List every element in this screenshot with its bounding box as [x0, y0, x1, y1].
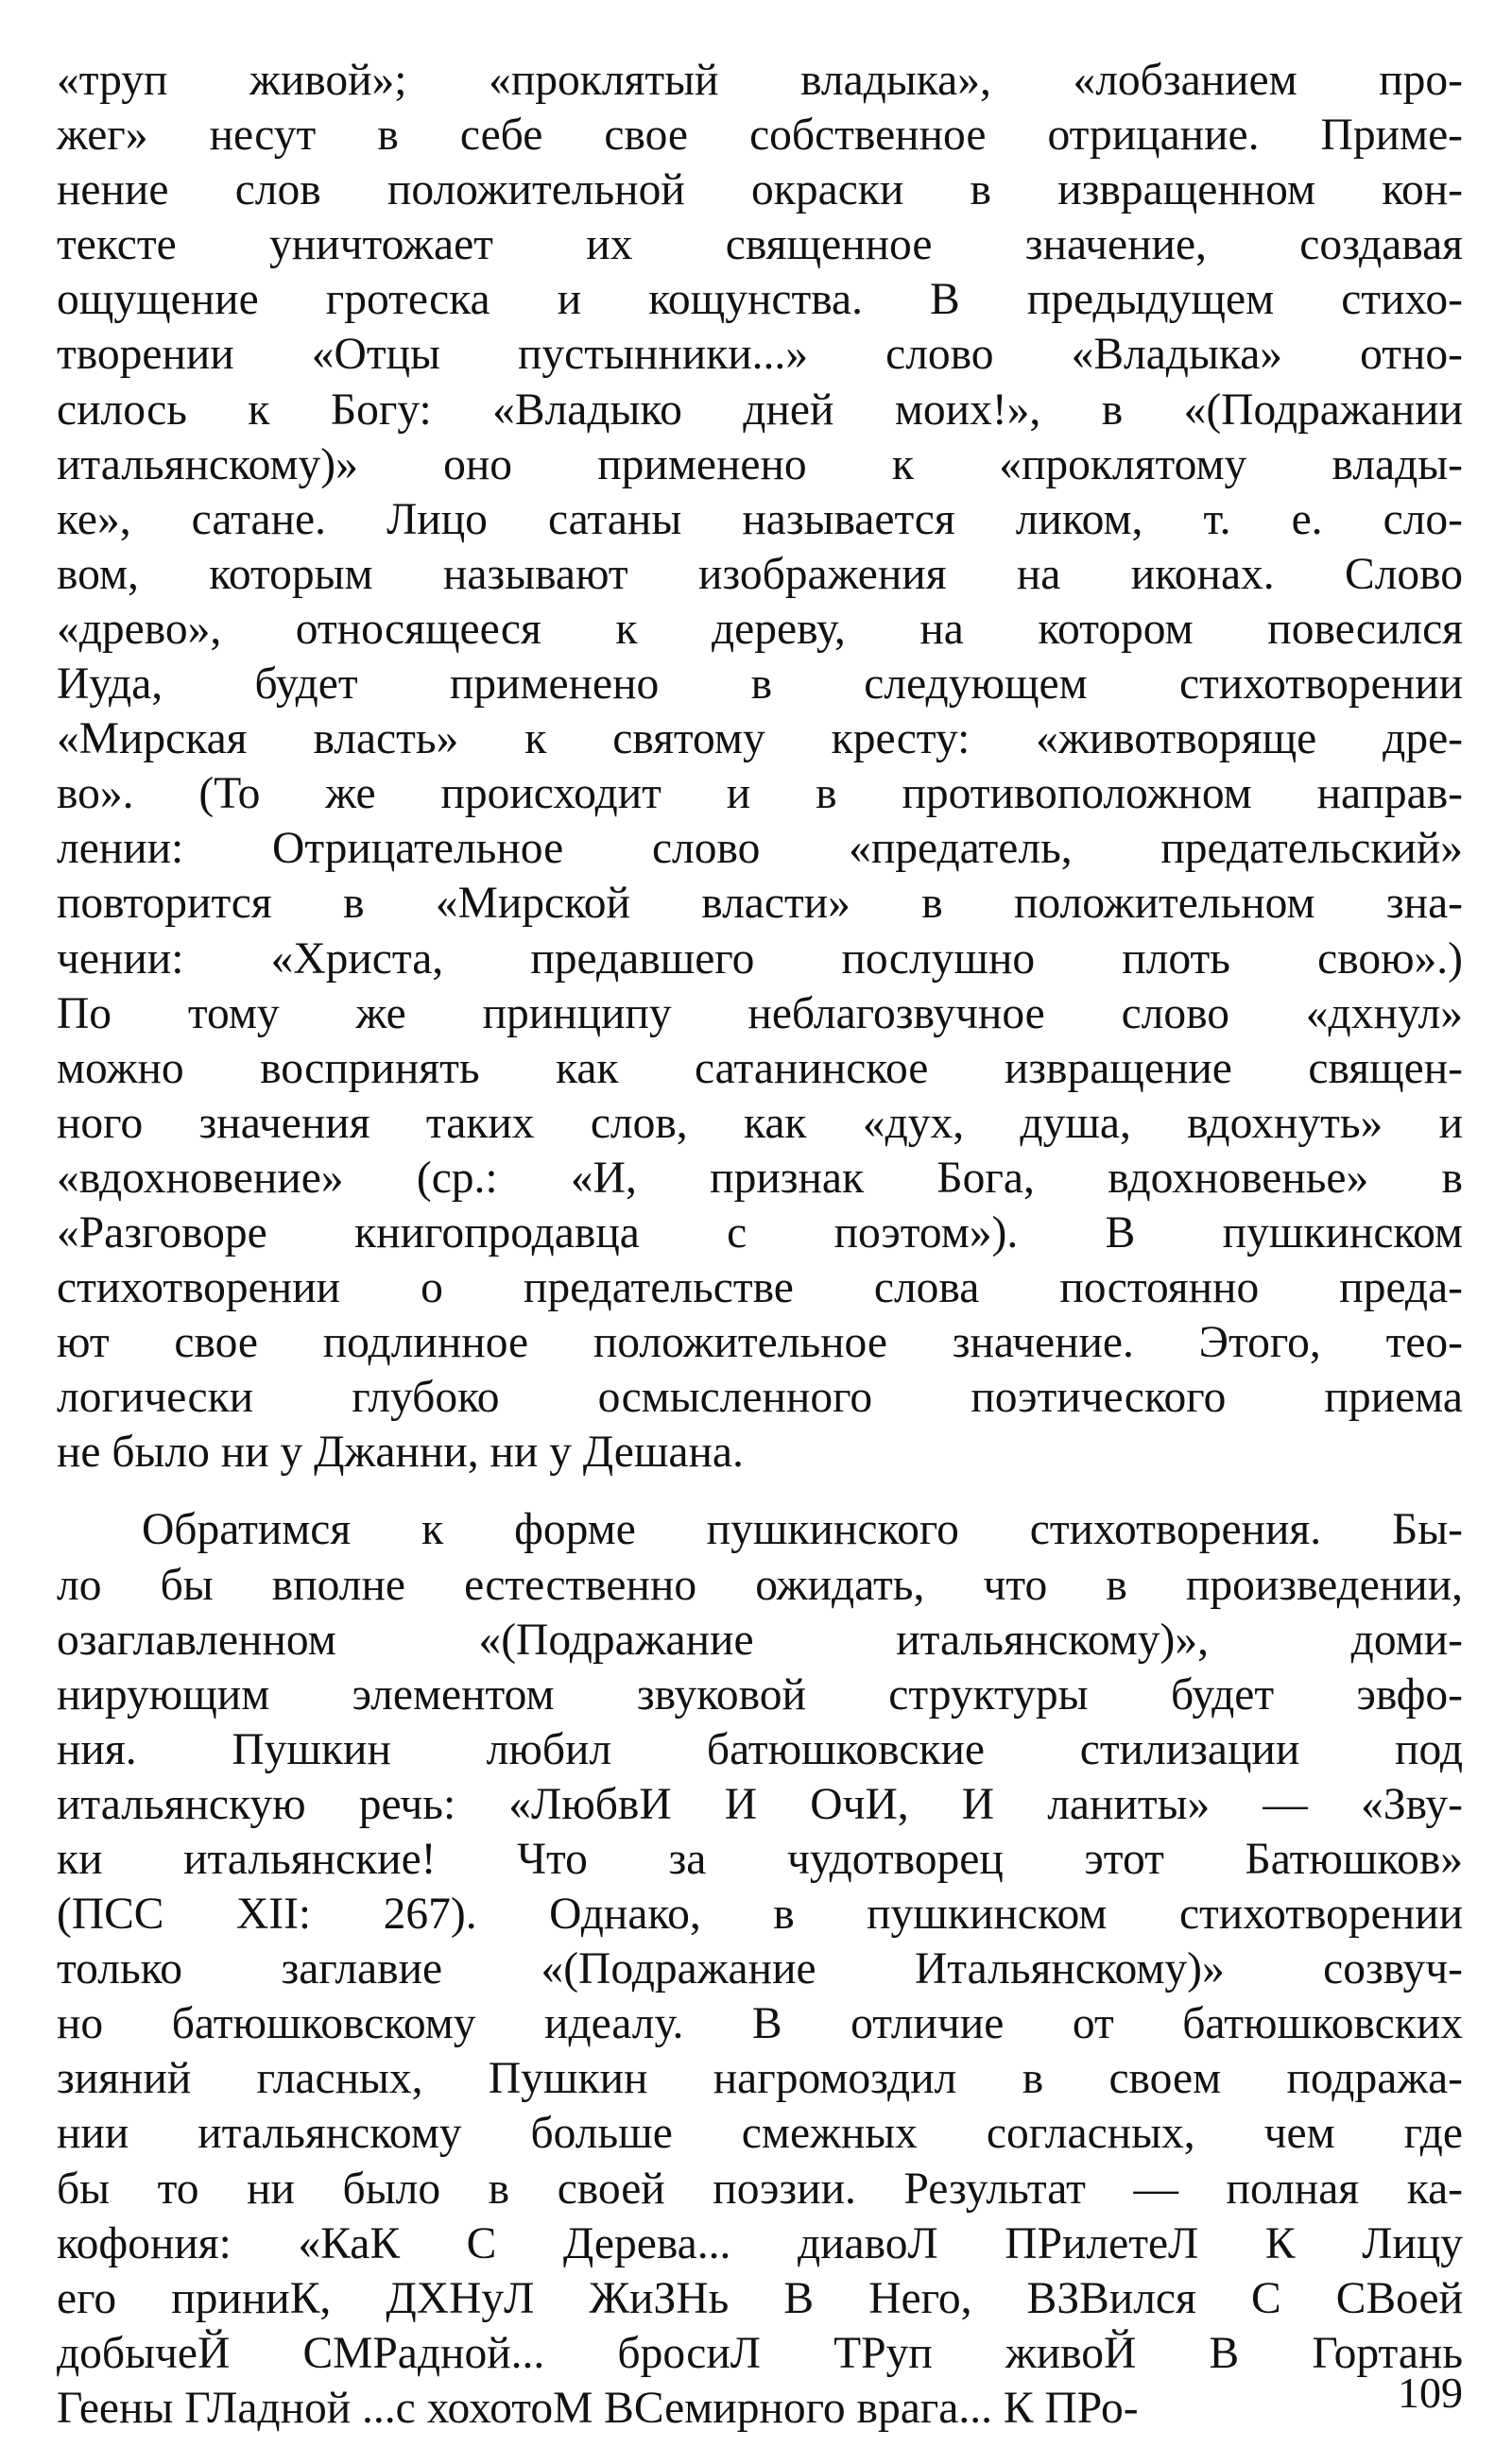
text-line: зияний гласных, Пушкин нагромоздил в своем подража- — [57, 2054, 1463, 2104]
text-line: (ПСС XII: 267). Однако, в пушкинском стихотворении — [57, 1890, 1463, 1940]
text-line: ощущение гротеска и кощунства. В предыдущем стихо- — [57, 275, 1463, 325]
page-text — [57, 53, 1463, 2436]
text-line: «вдохновение» (ср.: «И, признак Бога, вдохновенье» в — [57, 1153, 1463, 1203]
text-line: можно воспринять как сатанинское извращение священ- — [57, 1043, 1463, 1093]
text-line: По тому же принципу неблагозвучное слово «дхнул» — [57, 988, 1463, 1038]
text-line: нии итальянскому больше смежных согласных, чем где — [57, 2109, 1463, 2159]
text-line: вом, которым называют изображения на иконах. Слово — [57, 549, 1463, 599]
text-line: чении: «Христа, предавшего послушно плоть свою».) — [57, 933, 1463, 984]
text-line: «Разговоре книгопродавца с поэтом»). В пушкинском — [57, 1207, 1463, 1258]
text-line: кофония: «КаК С Дерева... диавоЛ ПРилетеЛ К Лицу — [57, 2218, 1463, 2268]
text-line: бы то ни было в своей поэзии. Результат — полная ка- — [57, 2164, 1463, 2214]
page-number: 109 — [1398, 2369, 1463, 2417]
text-line: его приниК, ДХНуЛ ЖиЗНь В Него, ВЗВился С СВоей — [57, 2273, 1463, 2323]
text-line: ния. Пушкин любил батюшковские стилизации под — [57, 1724, 1463, 1774]
text-line: Иуда, будет применено в следующем стихотворении — [57, 659, 1463, 710]
text-line: жег» несут в себе свое собственное отрицание. Приме- — [57, 111, 1463, 161]
text-line: озаглавленном «(Подражание итальянскому)», доми- — [57, 1615, 1463, 1665]
text-line: не было ни у Джанни, ни у Дешана. — [57, 1428, 744, 1478]
text-line: итальянскую речь: «ЛюбвИ И ОчИ, И ланиты» — «Зву- — [57, 1779, 1463, 1829]
text-line: стихотворении о предательстве слова постоянно преда- — [57, 1263, 1463, 1313]
text-line: ного значения таких слов, как «дух, душа, вдохнуть» и — [57, 1098, 1463, 1148]
text-line: ки итальянские! Что за чудотворец этот Батюшков» — [57, 1835, 1463, 1884]
text-line: «труп живой»; «проклятый владыка», «лобзанием про- — [57, 56, 1463, 105]
paragraph-2 — [57, 1502, 1463, 2436]
text-line: ке», сатане. Лицо сатаны называется ликом, т. е. сло- — [57, 494, 1463, 544]
text-line: «Мирская власть» к святому кресту: «животворяще дре- — [57, 714, 1463, 764]
text-line: добычеЙ СМРадной... бросиЛ ТРуп живоЙ В Гортань — [57, 2328, 1463, 2378]
paragraph-1 — [57, 53, 1463, 1480]
text-line: итальянскому)» оно применено к «проклятому влады- — [57, 439, 1463, 489]
text-line: во». (То же происходит и в противоположном направ- — [57, 769, 1463, 819]
text-line: ют свое подлинное положительное значение. Этого, тео- — [57, 1318, 1463, 1368]
text-line: нирующим элементом звуковой структуры будет эвфо- — [57, 1669, 1463, 1720]
text-line: повторится в «Мирской власти» в положительном зна- — [57, 879, 1463, 929]
text-line: нение слов положительной окраски в извращенном кон- — [57, 165, 1463, 215]
text-line: логически глубоко осмысленного поэтического приема — [57, 1373, 1463, 1423]
text-line: ло бы вполне естественно ожидать, что в произведении, — [57, 1560, 1463, 1610]
text-line: тексте уничтожает их священное значение, создавая — [57, 220, 1463, 270]
text-line: «древо», относящееся к дереву, на котором повесился — [57, 604, 1463, 654]
text-line: Геены ГЛадной ...с хохотоМ ВСемирного врага... К ПРо- — [57, 2383, 1139, 2433]
text-line: творении «Отцы пустынники...» слово «Владыка» отно- — [57, 330, 1463, 380]
text-line: но батюшковскому идеалу. В отличие от батюшковских — [57, 1999, 1463, 2049]
text-line: Обратимся к форме пушкинского стихотворения. Бы- — [142, 1505, 1463, 1555]
text-line: силось к Богу: «Владыко дней моих!», в «(Подражании — [57, 385, 1463, 435]
text-line: только заглавие «(Подражание Итальянскому)» созвуч- — [57, 1944, 1463, 1994]
text-line: лении: Отрицательное слово «предатель, предательский» — [57, 824, 1463, 874]
